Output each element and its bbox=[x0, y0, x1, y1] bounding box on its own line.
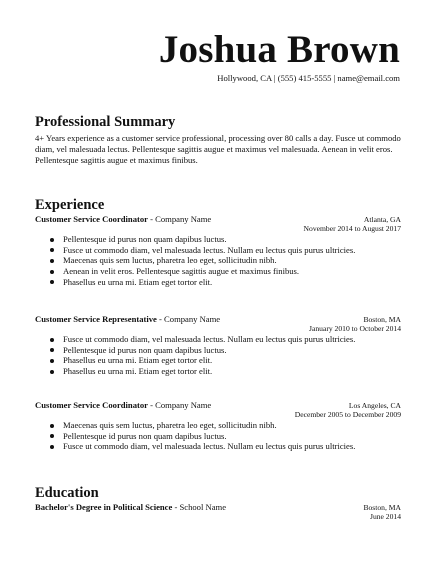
job-title: Customer Service Coordinator bbox=[35, 214, 148, 224]
bullet-item: Maecenas quis sem luctus, pharetra leo eget, sollicitudin nibh. bbox=[35, 255, 401, 266]
job-title: Customer Service Coordinator bbox=[35, 400, 148, 410]
education-date: June 2014 bbox=[369, 512, 401, 521]
job-company: - Company Name bbox=[147, 400, 212, 410]
summary-heading: Professional Summary bbox=[35, 114, 176, 130]
bullet-item: Pellentesque id purus non quam dapibus luctus. bbox=[35, 345, 401, 356]
bullet-item: Fusce ut commodo diam, vel malesuada lectus. Nullam eu lectus quis purus ultricies. bbox=[35, 441, 401, 452]
education-entry bbox=[35, 502, 401, 522]
job-title: Customer Service Representative bbox=[35, 314, 157, 324]
job-entry-1 bbox=[35, 214, 401, 288]
bullet-item: Pellentesque id purus non quam dapibus luctus. bbox=[35, 234, 401, 245]
job-location: Los Angeles, CA bbox=[348, 401, 401, 410]
degree-title: Bachelor's Degree in Political Science bbox=[35, 502, 173, 512]
job-dates: January 2010 to October 2014 bbox=[309, 324, 401, 333]
job-dates: November 2014 to August 2017 bbox=[303, 224, 401, 233]
education-heading: Education bbox=[35, 485, 99, 501]
education-location: Boston, MA bbox=[363, 503, 401, 512]
job-location: Atlanta, GA bbox=[363, 215, 401, 224]
contact-line: Hollywood, CA | (555) 415-5555 | name@email.com bbox=[217, 73, 400, 83]
job-header bbox=[35, 214, 401, 225]
bullet-item: Aenean in velit eros. Pellentesque sagittis augue et maximus finibus. bbox=[35, 266, 401, 277]
bullet-item: Fusce ut commodo diam, vel malesuada lectus. Nullam eu lectus quis purus ultricies. bbox=[35, 334, 401, 345]
job-header bbox=[35, 314, 401, 325]
job-bullets bbox=[35, 420, 401, 452]
job-dates: December 2005 to December 2009 bbox=[294, 410, 401, 419]
job-location: Boston, MA bbox=[363, 315, 401, 324]
bullet-item: Phasellus eu urna mi. Etiam eget tortor elit. bbox=[35, 366, 401, 377]
job-entry-3 bbox=[35, 400, 401, 452]
bullet-item: Phasellus eu urna mi. Etiam eget tortor elit. bbox=[35, 277, 401, 288]
candidate-name: Joshua Brown bbox=[158, 28, 400, 71]
job-entry-2 bbox=[35, 314, 401, 377]
experience-heading: Experience bbox=[35, 197, 105, 213]
job-company: - Company Name bbox=[147, 214, 212, 224]
school-name: - School Name bbox=[172, 502, 227, 512]
bullet-item: Pellentesque id purus non quam dapibus luctus. bbox=[35, 431, 401, 442]
bullet-item: Maecenas quis sem luctus, pharetra leo eget, sollicitudin nibh. bbox=[35, 420, 401, 431]
job-header bbox=[35, 400, 401, 411]
bullet-item: Phasellus eu urna mi. Etiam eget tortor elit. bbox=[35, 355, 401, 366]
education-header bbox=[35, 502, 401, 513]
summary-text: 4+ Years experience as a customer service professional, processing over 80 calls a day. Fusce ut commodo diam, vel malesuada lectus. Pellentesque sagittis augue et maximus vel malesuada. Aenean in velit eros. Pellentesque sagittis augue et maximus finibus. bbox=[35, 133, 401, 165]
bullet-item: Fusce ut commodo diam, vel malesuada lectus. Nullam eu lectus quis purus ultricies. bbox=[35, 245, 401, 256]
job-company: - Company Name bbox=[156, 314, 221, 324]
job-bullets bbox=[35, 334, 401, 377]
job-bullets bbox=[35, 234, 401, 288]
